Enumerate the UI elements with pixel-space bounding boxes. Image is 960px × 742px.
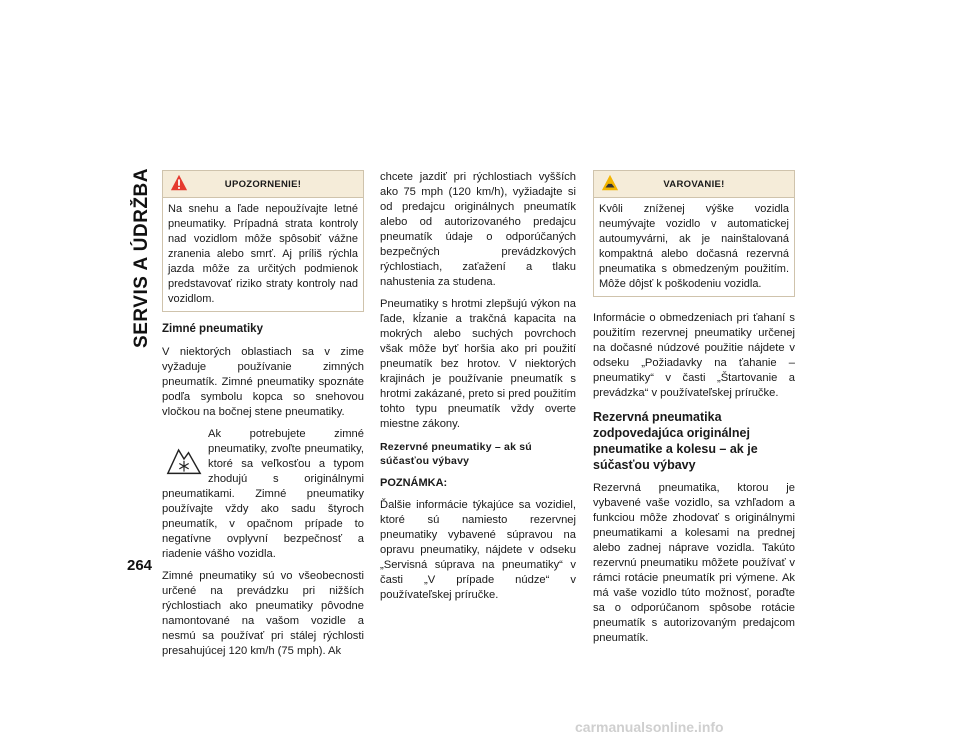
paragraph: Ak potrebujete zimné pneumatiky, zvoľte pneumatiky, ktoré sa veľkosťou a typom zhodujú s originálnymi pneumatikami. Zimné pneumatiky používajte vždy ako sadu štyroch pneumatík, v opačnom prípade to negatívne ovplyvní bezpečnosť a riadenie vášho vozidla. [162, 428, 364, 560]
note-text: Ďalšie informácie týkajúce sa vozidiel, ktoré sú namiesto rezervnej pneumatiky vybavené súpravou na opravu pneumatiky, nájdete v odseku „Servisná súprava na pneumatiky“ v časti „V prípade núdze“ v používateľskej príručke. [380, 499, 576, 601]
warning-box-varovanie [593, 170, 795, 297]
footer-watermark: carmanualsonline.info [575, 719, 724, 735]
warning-box-title: UPOZORNENIE! [224, 178, 302, 190]
warning-box-title: VAROVANIE! [663, 178, 725, 190]
warning-box-upozornenie [162, 170, 364, 312]
subheading-spare-tires: Rezervné pneumatiky – ak sú súčasťou výbavy [380, 441, 532, 467]
paragraph: V niektorých oblastiach sa v zime vyžaduje používanie zimných pneumatík. Zimné pneumatiky spoznáte podľa symbolu kopca so snehovou vločkou na bočnej stene pneumatiky. [162, 346, 364, 418]
paragraph: Zimné pneumatiky sú vo všeobecnosti určené na prevádzku pri nižších rýchlostiach ako pneumatiky pôvodne namontované na vašom vozidle a nesmú sa používať pri stálej rýchlosti presahujúcej 120 km/h (75 mph). Ak [162, 570, 364, 657]
left-column [162, 170, 364, 666]
section-side-tab [128, 168, 156, 548]
right-column [593, 170, 795, 653]
warning-box-text: Na snehu a ľade nepoužívajte letné pneumatiky. Prípadná strata kontroly nad vozidlom môže spôsobiť vážne zranenia alebo smrť. Aj príliš rýchla jazda môže za určitých podmienok predstavovať riziko straty kontroly nad vozidlom. [168, 203, 358, 305]
warning-triangle-icon [601, 174, 619, 192]
mountain-snowflake-icon [166, 441, 202, 477]
paragraph: Pneumatiky s hrotmi zlepšujú výkon na ľade, kĺzanie a trakčná kapacita na mokrých alebo suchých povrchoch však môže byť horšia ako pri použití pneumatík bez hrotov. V niektorých krajinách je používanie pneumatík s hrotmi zakázané, preto si pred použitím tohto typu pneumatík vždy overte miestne zákony. [380, 298, 576, 430]
note-title: POZNÁMKA: [380, 477, 448, 489]
warning-triangle-icon [170, 174, 188, 192]
warning-box-header [163, 171, 363, 198]
warning-box-text: Kvôli zníženej výške vozidla neumývajte vozidlo v automatickej autoumyvárni, ak je nainštalovaná kompaktná alebo dočasná rezervná pneumatika s obmedzeným použitím. Môže dôjsť k poškodeniu vozidla. [599, 203, 789, 290]
section-title: SERVIS A ÚDRŽBA [131, 168, 152, 348]
paragraph: chcete jazdiť pri rýchlostiach vyšších ako 75 mph (120 km/h), vyžiadajte si od predajcu originálnych pneumatík alebo od autorizovaného predajcu pneumatík údaje o odporúčaných bezpečných prevádzkových rýchlostiach, zaťažení a tlaku nahustenia za studena. [380, 171, 576, 288]
paragraph: Rezervná pneumatika, ktorou je vybavené vaše vozidlo, sa vzhľadom a funkciou môže zhodovať s originálnymi pneumatikami a kolesami na prednej alebo zadnej náprave vozidla. Takúto rezervnú pneumatiku môžete používať v rámci rotácie pneumatík pri výmene. Ak má vaše vozidlo túto možnosť, poraďte sa o odporúčanom spôsobe rotácie pneumatík s autorizovaným predajcom pneumatík. [593, 482, 795, 644]
middle-column [380, 170, 576, 610]
paragraph: Informácie o obmedzeniach pri ťahaní s použitím rezervnej pneumatiky určenej na dočasné núdzové použitie nájdete v odseku „Požiadavky na ťahanie – pneumatiky“ v časti „Štartovanie a prevádzka“ v používateľskej príručke. [593, 312, 795, 399]
section-heading-winter-tires: Zimné pneumatiky [162, 323, 263, 335]
page-number: 264 [127, 557, 153, 574]
section-heading-matching-spare: Rezervná pneumatika zodpovedajúca originálnej pneumatike a kolesu – ak je súčasťou výbavy [593, 410, 758, 472]
warning-box-header [594, 171, 794, 198]
